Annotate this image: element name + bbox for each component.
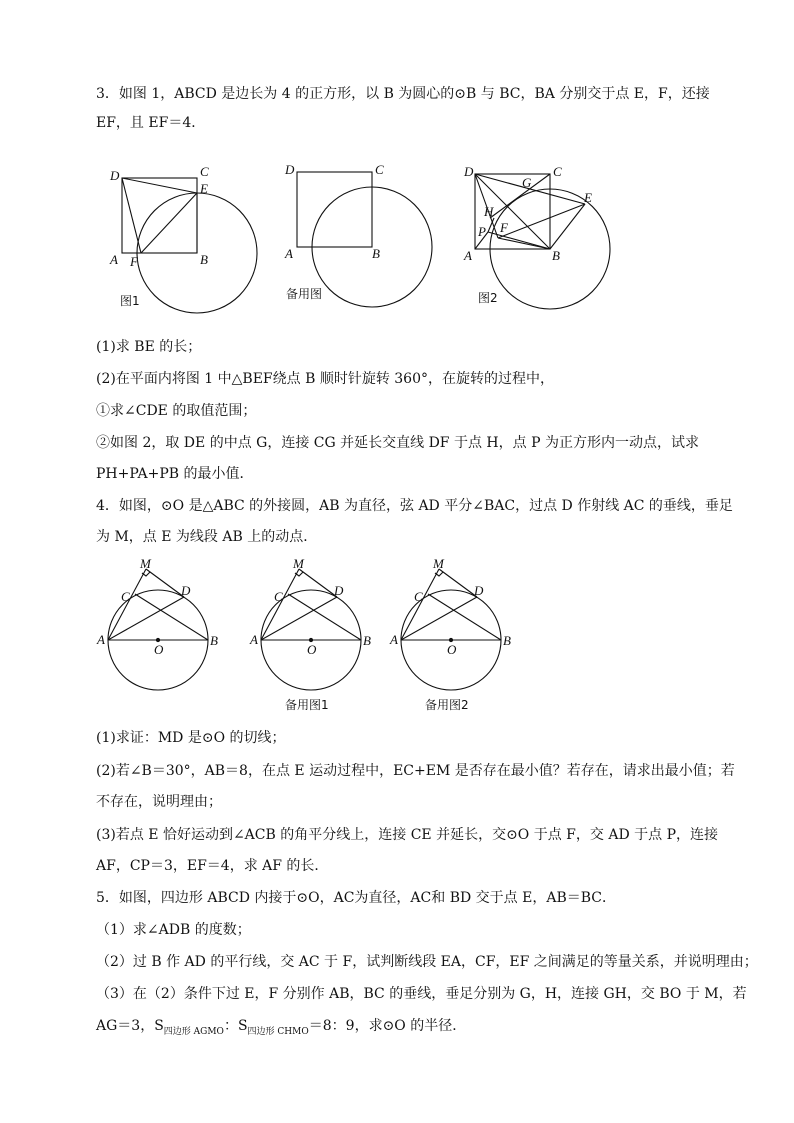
p3-figure1 xyxy=(100,160,280,320)
label-D: D xyxy=(285,162,295,177)
label-D: D xyxy=(464,164,474,179)
label-E: E xyxy=(584,190,592,205)
label-F: F xyxy=(500,220,508,235)
p4-figure-spare2 xyxy=(388,557,523,717)
area-sub-chmo: 四边形 CHMO xyxy=(247,1026,309,1037)
figure-caption: 备用图 xyxy=(286,287,323,301)
label-B: B xyxy=(552,248,560,263)
label-A: A xyxy=(390,632,398,647)
label-G: G xyxy=(522,175,532,190)
p4-figure-spare1 xyxy=(248,557,383,717)
p3-line1: 3．如图 1，ABCD 是边长为 4 的正方形，以 B 为圆心的⊙B 与 BC，BA 分别交于点 E，F，还接 xyxy=(96,86,710,102)
p5-q1: （1）求∠ADB 的度数； xyxy=(96,922,251,938)
p3-q2b-line2: PH+PA+PB 的最小值． xyxy=(96,466,254,482)
figure-caption: 备用图1 xyxy=(285,698,329,712)
p4-q3-line2: AF，CP＝3，EF＝4，求 AF 的长． xyxy=(96,858,329,874)
label-O: O xyxy=(307,642,317,657)
p3-figure-spare xyxy=(280,160,440,320)
label-M: M xyxy=(140,557,151,571)
p5-q3-pre: AG＝3，S xyxy=(96,1018,164,1034)
label-C: C xyxy=(200,164,209,179)
p5-q3-post: ＝8：9，求⊙O 的半径． xyxy=(308,1018,467,1034)
label-B: B xyxy=(503,633,511,648)
label-C: C xyxy=(553,164,562,179)
label-C: C xyxy=(375,162,384,177)
p4-q2-line1: (2)若∠B＝30°，AB＝8，在点 E 运动过程中，EC+EM 是否存在最小值？若存在，请求出最小值；若 xyxy=(96,763,735,779)
p5-q3-mid: ：S xyxy=(223,1018,248,1034)
label-M: M xyxy=(433,557,444,571)
label-F: F xyxy=(130,254,138,269)
label-B: B xyxy=(210,633,218,648)
p3-figure2 xyxy=(460,160,620,320)
p3-q1: (1)求 BE 的长； xyxy=(96,339,202,355)
p3-q2b-line1: ②如图 2，取 DE 的中点 G，连接 CG 并延长交直线 DF 于点 H，点 P 为正方形内一动点，试求 xyxy=(96,435,699,451)
label-D: D xyxy=(181,583,191,598)
label-M: M xyxy=(293,557,304,571)
label-A: A xyxy=(97,632,105,647)
p5-q3-line2 xyxy=(96,1016,466,1042)
p4-q1: (1)求证：MD 是⊙O 的切线； xyxy=(96,730,286,746)
figure-caption: 备用图2 xyxy=(425,698,469,712)
label-D: D xyxy=(110,168,120,183)
p5-q3-line1: （3）在（2）条件下过 E，F 分别作 AB，BC 的垂线，垂足分别为 G，H，连接 GH，交 BO 于 M，若 xyxy=(96,986,747,1002)
p3-line2: EF，且 EF＝4． xyxy=(96,115,206,131)
p3-q2: (2)在平面内将图 1 中△BEF绕点 B 顺时针旋转 360°，在旋转的过程中， xyxy=(96,371,554,387)
label-A: A xyxy=(250,632,258,647)
label-C: C xyxy=(121,589,130,604)
label-O: O xyxy=(154,642,164,657)
label-D: D xyxy=(334,583,344,598)
p4-q2-line2: 不存在，说明理由； xyxy=(96,794,222,810)
label-A: A xyxy=(285,246,293,261)
label-P: P xyxy=(478,224,486,239)
label-A: A xyxy=(110,252,118,267)
label-C: C xyxy=(274,589,283,604)
figure-caption: 图1 xyxy=(120,294,140,308)
label-B: B xyxy=(200,252,208,267)
p3-q2a: ①求∠CDE 的取值范围； xyxy=(96,403,257,419)
p5-q2: （2）过 B 作 AD 的平行线，交 AC 于 F，试判断线段 EA，CF，EF 之间满足的等量关系，并说明理由； xyxy=(96,954,758,970)
label-E: E xyxy=(200,181,208,196)
p4-q3-line1: (3)若点 E 恰好运动到∠ACB 的角平分线上，连接 CE 并延长，交⊙O 于点 F，交 AD 于点 P，连接 xyxy=(96,827,719,843)
p4-figure xyxy=(95,557,230,717)
label-O: O xyxy=(447,642,457,657)
p4-line2: 为 M，点 E 为线段 AB 上的动点． xyxy=(96,529,318,545)
p4-line1: 4．如图，⊙O 是△ABC 的外接圆，AB 为直径，弦 AD 平分∠BAC，过点 D 作射线 AC 的垂线，垂足 xyxy=(96,498,733,514)
label-A: A xyxy=(464,248,472,263)
p5-line1: 5．如图，四边形 ABCD 内接于⊙O，AC为直径，AC和 BD 交于点 E，AB＝BC． xyxy=(96,890,616,906)
label-D: D xyxy=(474,583,484,598)
area-sub-agmo: 四边形 AGMO xyxy=(163,1026,224,1037)
label-B: B xyxy=(372,246,380,261)
label-B: B xyxy=(363,633,371,648)
figure-caption: 图2 xyxy=(478,291,498,305)
label-C: C xyxy=(414,589,423,604)
label-H: H xyxy=(484,204,494,219)
